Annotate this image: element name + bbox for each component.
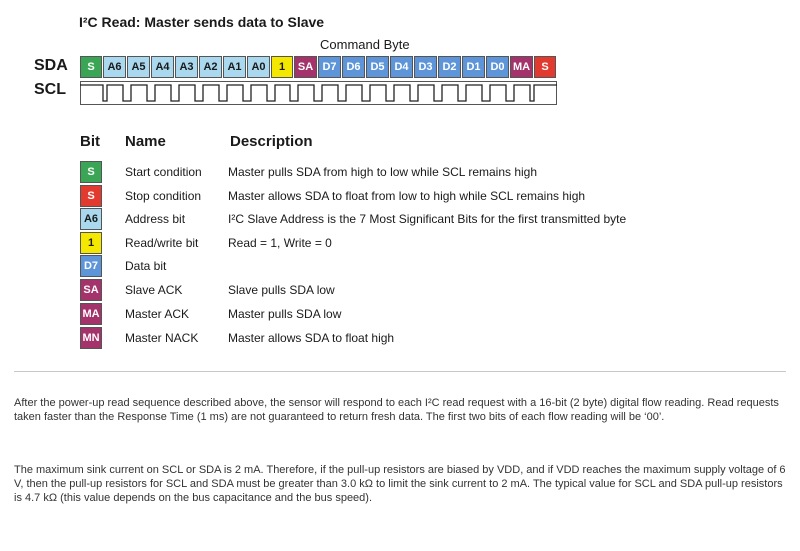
- legend-header-description: Description: [230, 133, 313, 150]
- legend-name: Read/write bit: [125, 236, 199, 250]
- legend-symbol-master_ack: MA: [80, 303, 102, 325]
- legend-description: Master allows SDA to float from low to high while SCL remains high: [228, 189, 586, 203]
- sda-bit-data: D4: [390, 56, 413, 78]
- legend-name: Master ACK: [125, 307, 190, 321]
- scl-label: SCL: [34, 81, 66, 98]
- legend-name: Slave ACK: [125, 283, 183, 297]
- legend-symbol-address: A6: [80, 208, 102, 230]
- sda-bit-rw: 1: [271, 56, 293, 78]
- sda-bit-start: S: [80, 56, 102, 78]
- sda-bit-data: D0: [486, 56, 509, 78]
- legend-symbol-master_nack: MN: [80, 327, 102, 349]
- legend-symbol-rw: 1: [80, 232, 102, 254]
- legend-name: Data bit: [125, 259, 167, 273]
- scl-clock-waveform: [80, 81, 560, 105]
- legend-description: Master pulls SDA from high to low while SCL remains high: [228, 165, 538, 179]
- sda-bit-address: A3: [175, 56, 198, 78]
- legend-symbol-stop: S: [80, 185, 102, 207]
- paragraph-read-response: After the power-up read sequence described above, the sensor will respond to each I²C read request with a 16-bit (2 byte) digital flow reading. Read requests taken faster than the Response Time (1 ms) are not guaranteed to return fresh data. The first two bits of each flow reading will be ‘00’.: [14, 397, 779, 423]
- section-divider: [14, 371, 786, 372]
- legend-symbol-data: D7: [80, 255, 102, 277]
- legend-description: Slave pulls SDA low: [228, 283, 335, 297]
- sda-bit-address: A2: [199, 56, 222, 78]
- sda-bit-data: D7: [318, 56, 341, 78]
- sda-bit-data: D6: [342, 56, 365, 78]
- sda-bit-data: D3: [414, 56, 437, 78]
- legend-name: Stop condition: [125, 189, 202, 203]
- sda-bit-stop: S: [534, 56, 556, 78]
- sda-bit-sequence: [80, 56, 557, 80]
- paragraph-pullup-resistors: The maximum sink current on SCL or SDA is 2 mA. Therefore, if the pull-up resistors are biased by VDD, and if VDD reaches the maximum supply voltage of 6 V, then the pull-up resistors for SCL and SDA must be greater than 3.0 kΩ to limit the sink current to 2 mA. The typical value for SCL and SDA pull-up resistors is 4.7 kΩ (this value depends on the bus capacitance and the bus speed).: [14, 464, 786, 504]
- diagram-title: I²C Read: Master sends data to Slave: [79, 14, 325, 30]
- legend-symbol-slave_ack: SA: [80, 279, 102, 301]
- legend-description: Master pulls SDA low: [228, 307, 342, 321]
- legend-description: Read = 1, Write = 0: [228, 236, 332, 250]
- sda-bit-address: A1: [223, 56, 246, 78]
- scl-clock-line: [80, 85, 557, 101]
- command-byte-label: Command Byte: [320, 37, 410, 52]
- legend-header-bit: Bit: [80, 133, 100, 150]
- sda-bit-data: D2: [438, 56, 461, 78]
- sda-bit-address: A4: [151, 56, 174, 78]
- sda-bit-address: A0: [247, 56, 270, 78]
- sda-bit-address: A5: [127, 56, 150, 78]
- legend-symbol-start: S: [80, 161, 102, 183]
- legend-description: Master allows SDA to float high: [228, 331, 395, 345]
- legend-name: Start condition: [125, 165, 202, 179]
- sda-bit-address: A6: [103, 56, 126, 78]
- legend-name: Address bit: [125, 212, 186, 226]
- sda-bit-slave_ack: SA: [294, 56, 317, 78]
- legend-header-name: Name: [125, 133, 166, 150]
- sda-label: SDA: [34, 57, 68, 74]
- legend-description: I²C Slave Address is the 7 Most Significant Bits for the first transmitted byte: [228, 212, 627, 226]
- sda-bit-data: D1: [462, 56, 485, 78]
- legend-name: Master NACK: [125, 331, 199, 345]
- sda-bit-master_ack: MA: [510, 56, 533, 78]
- sda-bit-data: D5: [366, 56, 389, 78]
